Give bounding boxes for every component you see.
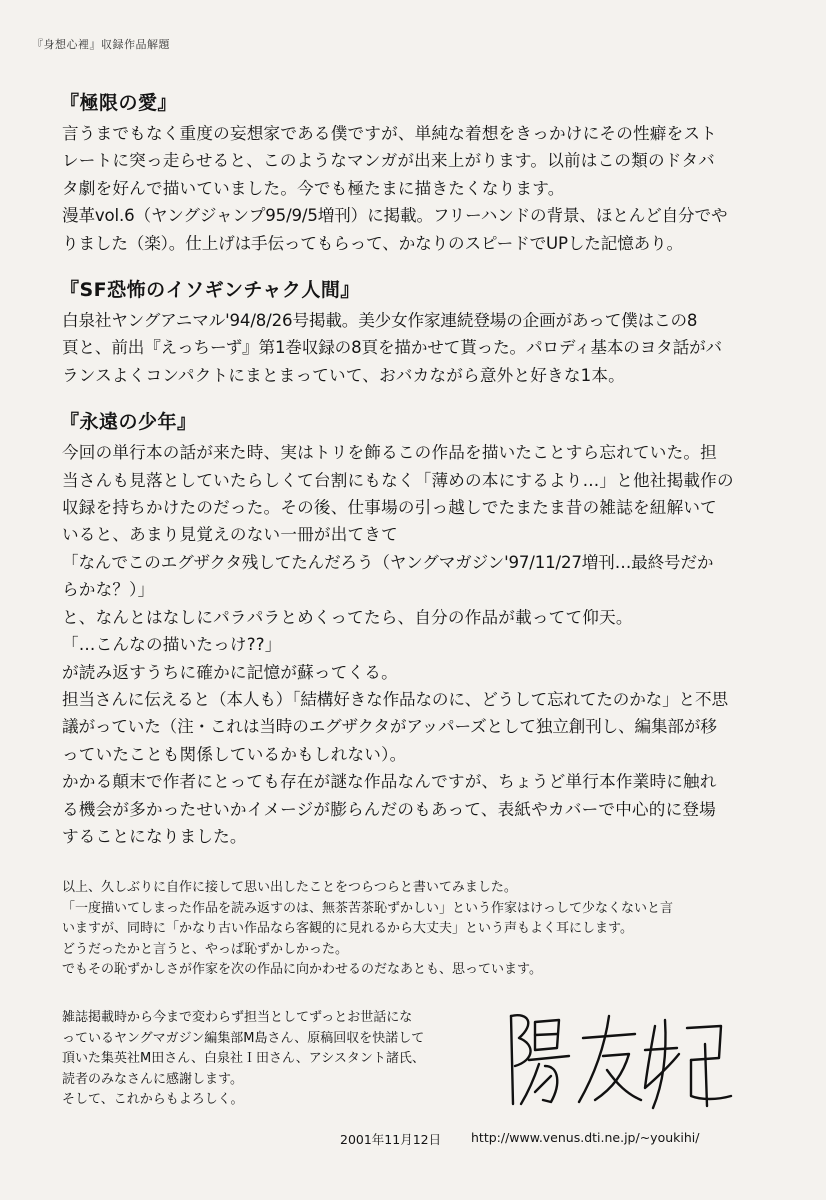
- text-line: る機会が多かったせいかイメージが膨らんだのもあって、表紙やカバーで中心的に登場: [62, 799, 716, 819]
- thanks-line: 読者のみなさんに感謝します。: [62, 1071, 243, 1087]
- section-body: [62, 120, 782, 257]
- text-line: りました（楽）。仕上げは手伝ってもらって、かなりのスピードでUPした記憶あり。: [62, 233, 683, 253]
- text-line: ランスよくコンパクトにまとまっていて、おバカながら意外と好きな1本。: [62, 365, 625, 385]
- afterword-line: どうだったかと言うと、やっぱ恥ずかしかった。: [62, 941, 349, 957]
- afterword-line: 以上、久しぶりに自作に接して思い出したことをつらつらと書いてみました。: [62, 880, 517, 895]
- text-line: 漫革vol.6（ヤングジャンプ95/9/5増刊）に掲載。フリーハンドの背景、ほとんど自分でや: [62, 206, 728, 226]
- text-line: っていたことも関係しているかもしれない）。: [62, 744, 407, 764]
- section-eien-no-shonen: [62, 407, 782, 850]
- section-kyokugen-no-ai: [62, 88, 782, 257]
- text-line: タ劇を好んで描いていました。今でも極たまに描きたくなります。: [62, 178, 565, 198]
- text-line: レートに突っ走らせると、このようなマンガが出来上がります。以前はこの類のドタバ: [62, 151, 715, 171]
- section-title: 『極限の愛』: [60, 92, 178, 114]
- footer-date: 2001年11月12日: [340, 1132, 442, 1147]
- text-line: することになりました。: [62, 826, 247, 846]
- text-line: 当さんも見落としていたらしくて台割にもなく「薄めの本にするより…」と他社掲載作の: [62, 470, 734, 490]
- text-line: 白泉社ヤングアニマル'94/8/26号掲載。美少女作家連続登場の企画があって僕はこの8: [62, 311, 698, 331]
- section-body: [62, 307, 782, 389]
- text-line: 担当さんに伝えると（本人も）「結構好きな作品なのに、どうして忘れてたのかな」と不思: [62, 689, 728, 709]
- text-line: 「…こんなの描いたっけ??」: [62, 635, 282, 655]
- text-line: かかる顛末で作者にとっても存在が謎な作品なんですが、ちょうど単行本作業時に触れ: [62, 772, 717, 792]
- text-line: 頁と、前出『えっちーず』第1巻収録の8頁を描かせて貰った。パロディ基本のヨタ話がバ: [62, 338, 722, 358]
- handwritten-signature: [495, 1004, 745, 1116]
- afterword-line: でもその恥ずかしさが作家を次の作品に向かわせるのだなあとも、思っています。: [62, 962, 542, 977]
- running-head: 『身想心裡』収録作品解題: [32, 38, 170, 51]
- section-title: 『永遠の少年』: [60, 411, 197, 434]
- thanks-line: 雑誌掲載時から今まで変わらず担当としてずっとお世話にな: [62, 1010, 413, 1025]
- text-line: が読み返すうちに確かに記憶が蘇ってくる。: [62, 662, 398, 682]
- text-line: 収録を持ちかけたのだった。その後、仕事場の引っ越しでたまたま昔の雑誌を紐解いて: [62, 498, 717, 518]
- text-line: 言うまでもなく重度の妄想家である僕ですが、単純な着想をきっかけにその性癖をスト: [62, 124, 717, 143]
- text-line: と、なんとはなしにパラパラとめくってたら、自分の作品が載ってて仰天。: [62, 607, 633, 627]
- text-line: 議がっていた（注・これは当時のエグザクタがアッパーズとして独立創刊し、編集部が移: [62, 717, 717, 737]
- main-content: [62, 88, 782, 868]
- section-title: 『SF恐怖のイソギンチャク人間』: [60, 279, 360, 302]
- text-line: いると、あまり見覚えのない一冊が出てきて: [62, 525, 398, 545]
- thanks-line: 頂いた集英社M田さん、白泉社Ｉ田さん、アシスタント諸氏、: [62, 1051, 425, 1066]
- footer-url: http://www.venus.dti.ne.jp/~youkihi/: [471, 1130, 700, 1145]
- acknowledgements: [62, 1008, 522, 1111]
- thanks-line: っているヤングマガジン編集部M島さん、原稿回収を快諾して: [62, 1030, 425, 1046]
- section-sf-isoginchaku: [62, 275, 782, 389]
- text-line: 「なんでこのエグザクタ残してたんだろう（ヤングマガジン'97/11/27増刊…最終号だか: [62, 552, 714, 572]
- thanks-line: そして、これからもよろしく。: [62, 1092, 244, 1107]
- afterword-line: いますが、同時に「かなり古い作品なら客観的に見れるから大丈夫」という声もよく耳にします。: [62, 921, 633, 936]
- afterword: [62, 878, 782, 981]
- afterword-line: 「一度描いてしまった作品を読み返すのは、無茶苦茶恥ずかしい」という作家はけっして少なくないと言: [62, 900, 674, 916]
- text-line: 今回の単行本の話が来た時、実はトリを飾るこの作品を描いたことすら忘れていた。担: [62, 443, 717, 463]
- section-body: [62, 439, 782, 850]
- text-line: らかな？）」: [62, 580, 155, 600]
